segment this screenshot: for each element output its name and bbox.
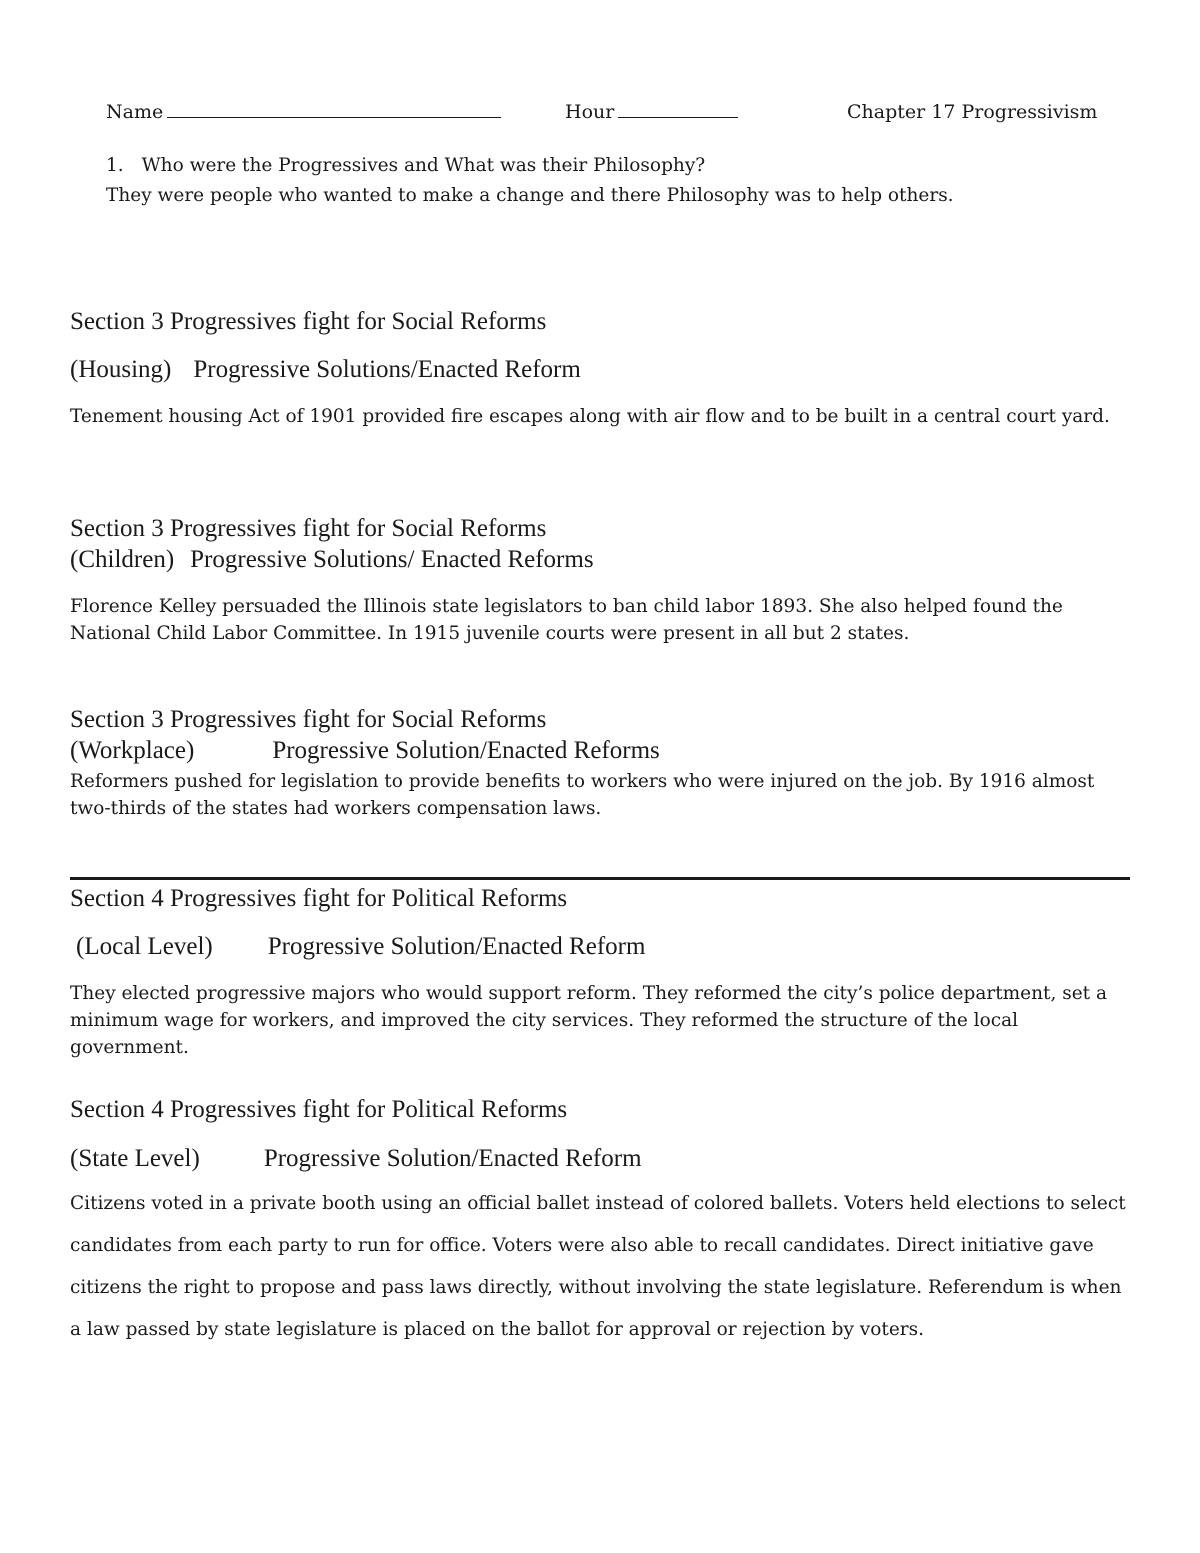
hour-label: Hour bbox=[565, 101, 615, 123]
solution-label-local-level: Progressive Solution/Enacted Reform bbox=[267, 933, 646, 960]
body-workplace: Reformers pushed for legislation to provide benefits to workers who were injured on the job. By 1916 almost two-thirds of the states had workers compensation laws. bbox=[70, 771, 1095, 819]
subheading-children bbox=[70, 546, 594, 574]
solution-label-workplace: Progressive Solution/Enacted Reforms bbox=[272, 737, 660, 764]
hour-blank-line[interactable] bbox=[618, 101, 738, 118]
topic-local-level: (Local Level) bbox=[76, 933, 213, 960]
section-divider bbox=[70, 877, 1130, 880]
solution-label-children: Progressive Solutions/ Enacted Reforms bbox=[190, 546, 594, 573]
section-title-local-level: Section 4 Progressives fight for Political Reforms bbox=[70, 885, 568, 912]
question-1 bbox=[106, 155, 705, 176]
name-blank-line[interactable] bbox=[167, 101, 501, 118]
body-children: Florence Kelley persuaded the Illinois state legislators to ban child labor 1893. She also helped found the National Child Labor Committee. In 1915 juvenile courts were present in all but 2 states. bbox=[70, 596, 1063, 644]
topic-children: (Children) bbox=[70, 546, 175, 573]
subheading-local-level bbox=[76, 933, 645, 961]
hour-field[interactable] bbox=[565, 101, 738, 123]
chapter-title: Chapter 17 Progressivism bbox=[847, 101, 1098, 123]
body-housing: Tenement housing Act of 1901 provided fire escapes along with air flow and to be built in a central court yard. bbox=[70, 406, 1110, 427]
name-field[interactable] bbox=[106, 101, 501, 123]
subheading-state-level bbox=[70, 1145, 642, 1173]
topic-state-level: (State Level) bbox=[70, 1145, 200, 1172]
section-title-workplace: Section 3 Progressives fight for Social Reforms bbox=[70, 706, 547, 733]
subheading-housing bbox=[70, 356, 581, 384]
topic-workplace: (Workplace) bbox=[70, 737, 195, 764]
section-title-housing: Section 3 Progressives fight for Social Reforms bbox=[70, 308, 547, 335]
subheading-workplace bbox=[70, 737, 660, 765]
question-number: 1. bbox=[106, 155, 124, 176]
section-title-children: Section 3 Progressives fight for Social Reforms bbox=[70, 515, 547, 542]
body-state-level: Citizens voted in a private booth using an official ballet instead of colored ballets. Voters held elections to select candidates from each party to run for office. Voters were also able to recall candidates. Direct initiative gave citizens the right to propose and pass laws directly, without involving the state legislature. Referendum is when a law passed by state legislature is placed on the ballot for approval or rejection by voters. bbox=[70, 1193, 1126, 1340]
question-1-answer: They were people who wanted to make a change and there Philosophy was to help others. bbox=[106, 185, 954, 206]
body-local-level: They elected progressive majors who would support reform. They reformed the city’s police department, set a minimum wage for workers, and improved the city services. They reformed the structure of the local government. bbox=[70, 983, 1108, 1058]
name-label: Name bbox=[106, 101, 164, 123]
solution-label-housing: Progressive Solutions/Enacted Reform bbox=[193, 356, 581, 383]
question-text: Who were the Progressives and What was their Philosophy? bbox=[141, 155, 706, 176]
section-title-state-level: Section 4 Progressives fight for Political Reforms bbox=[70, 1096, 568, 1123]
solution-label-state-level: Progressive Solution/Enacted Reform bbox=[263, 1145, 642, 1172]
topic-housing: (Housing) bbox=[70, 356, 172, 383]
